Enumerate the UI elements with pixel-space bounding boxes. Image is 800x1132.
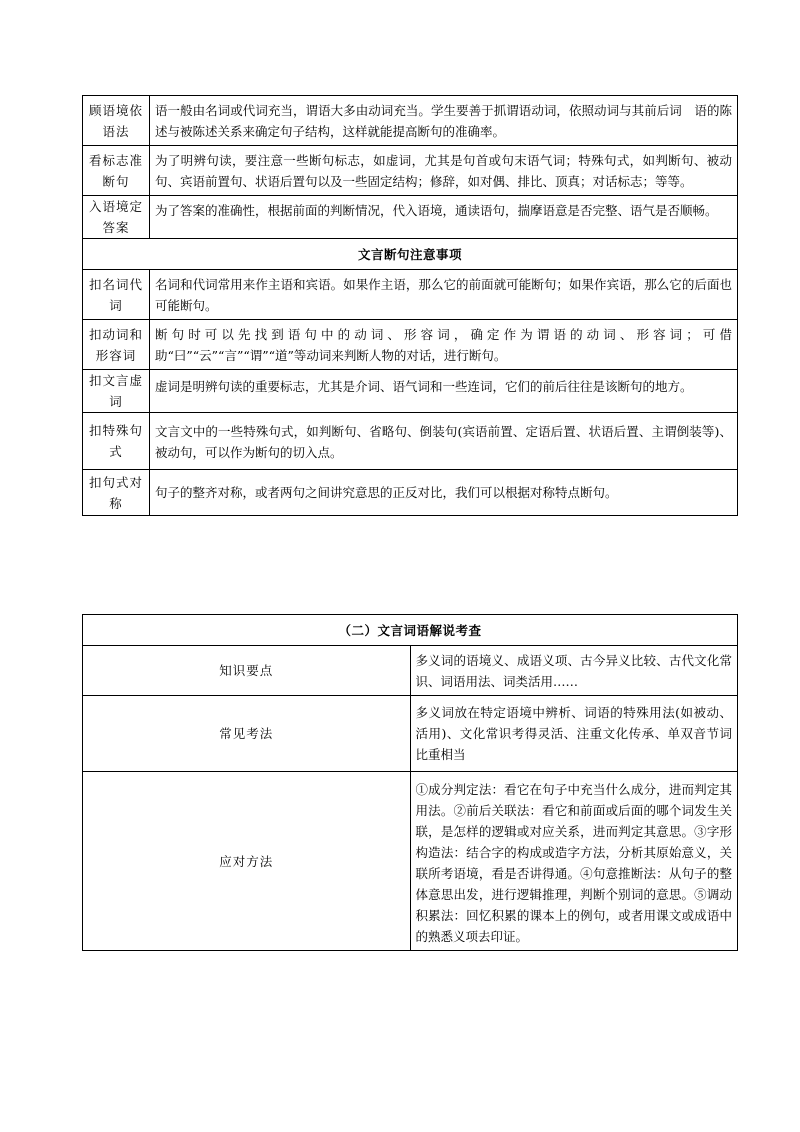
table-row [83,96,738,146]
row-label: 扣文言虚词 [83,370,150,413]
table-row [83,146,738,196]
table-row [83,772,738,951]
title-row [83,615,738,646]
row-text: 多义词的语境义、成语义项、古今异义比较、古代文化常识、词语用法、词类活用…… [410,646,738,696]
word-explanation-table [82,614,738,951]
row-label: 常见考法 [83,696,411,772]
table-row [83,413,738,470]
section-header-row [83,239,738,270]
section-title: 文言断句注意事项 [83,239,738,270]
row-text: 断句时可以先找到语句中的动词、形容词，确定作为谓语的动词、形容词；可借助“曰”“云”“言”“谓”“道”等动词来判断人物的对话，进行断句。 [150,320,738,370]
row-text: 语一般由名词或代词充当，谓语大多由动词充当。学生要善于抓谓语动词，依照动词与其前后词 语的陈述与被陈述关系来确定句子结构，这样就能提高断句的准确率。 [150,96,738,146]
row-text: 虚词是明辨句读的重要标志，尤其是介词、语气词和一些连词，它们的前后往往是该断句的地方。 [150,370,738,413]
sentence-break-table [82,95,738,516]
row-text: 为了答案的准确性，根据前面的判断情况，代入语境，通读语句，揣摩语意是否完整、语气是否顺畅。 [150,196,738,239]
row-text: 为了明辨句读，要注意一些断句标志，如虚词，尤其是句首或句末语气词；特殊句式，如判断句、被动句、宾语前置句、状语后置句以及一些固定结构；修辞，如对偶、排比、顶真；对话标志；等等。 [150,146,738,196]
table-row [83,320,738,370]
row-text: 文言文中的一些特殊句式，如判断句、省略句、倒装句(宾语前置、定语后置、状语后置、主谓倒装等)、被动句，可以作为断句的切入点。 [150,413,738,470]
table-row [83,696,738,772]
row-label: 扣特殊句式 [83,413,150,470]
row-label: 知识要点 [83,646,411,696]
table-row [83,370,738,413]
row-label: 应对方法 [83,772,411,951]
row-text: 名词和代词常用来作主语和宾语。如果作主语，那么它的前面就可能断句；如果作宾语，那么它的后面也可能断句。 [150,270,738,320]
row-label: 扣动词和形容词 [83,320,150,370]
row-label: 顾语境依语法 [83,96,150,146]
row-text: 句子的整齐对称，或者两句之间讲究意思的正反对比，我们可以根据对称特点断句。 [150,470,738,516]
row-label: 入语境定答案 [83,196,150,239]
row-label: 扣名词代词 [83,270,150,320]
row-label: 扣句式对称 [83,470,150,516]
table-row [83,196,738,239]
table-row [83,470,738,516]
row-label: 看标志准断句 [83,146,150,196]
table-row [83,646,738,696]
table-row [83,270,738,320]
table-title: （二）文言词语解说考查 [83,615,738,646]
row-text: 多义词放在特定语境中辨析、词语的特殊用法(如被动、活用)、文化常识考得灵活、注重文化传承、单双音节词比重相当 [410,696,738,772]
row-text: ①成分判定法：看它在句子中充当什么成分，进而判定其用法。②前后关联法：看它和前面或后面的哪个词发生关联，是怎样的逻辑或对应关系，进而判定其意思。③字形构造法：结合字的构成或造字方法，分析其原始意义，关联所考语境，看是否讲得通。④句意推断法：从句子的整体意思出发，进行逻辑推理，判断个别词的意思。⑤调动积累法：回忆积累的课本上的例句，或者用课文或成语中的熟悉义项去印证。 [410,772,738,951]
